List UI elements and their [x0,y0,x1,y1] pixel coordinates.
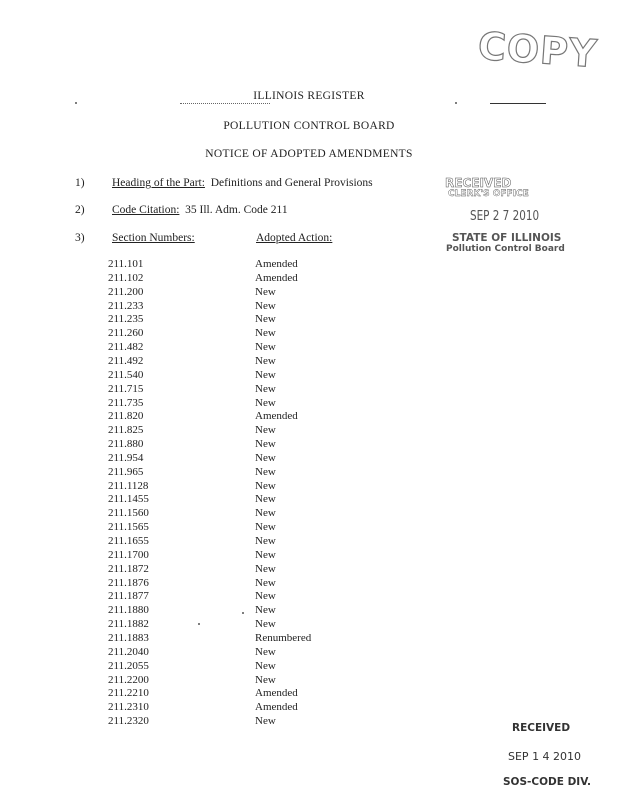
heading-of-part [112,177,373,189]
section-numbers-label: Section Numbers: [112,232,195,244]
section-action: New [255,438,276,451]
item-2-number: 2) [75,204,85,216]
section-number: 211.102 [108,271,144,284]
board-title: POLLUTION CONTROL BOARD [223,120,395,132]
scan-dot [198,623,200,625]
section-action: New [255,396,276,409]
clerk-state: STATE OF ILLINOIS [452,232,562,244]
section-action: Amended [255,258,298,270]
section-action: New [255,313,276,326]
section-action: New [255,479,276,492]
scan-dot [75,102,77,104]
section-action: New [255,618,276,631]
section-action: New [255,465,276,478]
section-number: 211.2040 [108,645,149,658]
adopted-action-label: Adopted Action: [256,232,333,244]
register-title: ILLINOIS REGISTER [253,90,365,102]
section-number: 211.1880 [108,604,149,617]
section-number: 211.200 [108,285,144,298]
section-number: 211.965 [108,465,144,478]
section-action: New [255,521,276,534]
section-number: 211.1883 [108,631,149,644]
section-number: 211.1876 [108,576,149,589]
received-date: SEP 1 4 2010 [508,750,582,763]
section-action: Amended [255,701,298,714]
citation-label: Code Citation: [112,204,180,216]
code-citation [112,204,288,216]
section-action: New [255,645,276,658]
section-action: New [255,562,276,575]
section-action: New [255,382,276,395]
notice-title: NOTICE OF ADOPTED AMENDMENTS [205,148,413,160]
section-number: 211.2320 [108,715,149,728]
section-number: 211.2210 [108,687,149,700]
item-1-number: 1) [75,177,85,189]
section-number: 211.2310 [108,701,149,714]
section-number: 211.2200 [108,673,149,686]
item-3-number: 3) [75,232,85,244]
section-number: 211.1877 [108,590,149,603]
section-action: New [255,327,276,340]
clerk-received: RECEIVED [445,176,512,190]
section-action: New [255,604,276,617]
section-number: 211.1128 [108,479,149,492]
section-action: New [255,341,276,354]
header-rule-left [180,103,270,104]
section-action: New [255,548,276,561]
section-number: 211.735 [108,396,144,409]
scan-dot [455,102,457,104]
section-number: 211.954 [108,451,144,464]
section-number: 211.101 [108,258,144,270]
section-action: New [255,673,276,686]
clerk-board: Pollution Control Board [446,244,565,254]
section-number: 211.1565 [108,521,149,534]
heading-label: Heading of the Part: [112,177,205,189]
section-number: 211.1655 [108,535,149,547]
section-number: 211.482 [108,341,144,354]
section-action: Amended [255,687,298,700]
received-text: RECEIVED [512,722,571,734]
citation-value: 35 Ill. Adm. Code 211 [185,204,288,216]
section-action: Amended [255,410,298,423]
section-number: 211.260 [108,327,144,340]
section-number: 211.540 [108,368,144,381]
section-number: 211.235 [108,313,144,326]
section-action: New [255,451,276,464]
scan-dot [242,612,244,614]
clerk-office: CLERK'S OFFICE [448,189,529,199]
section-number: 211.2055 [108,659,149,672]
section-action: New [255,299,276,312]
section-number: 211.715 [108,382,144,395]
section-number: 211.1700 [108,548,149,561]
section-number: 211.880 [108,438,144,451]
received-division: SOS-CODE DIV. [503,776,591,788]
section-number: 211.492 [108,354,144,367]
section-number: 211.820 [108,410,144,423]
section-action: New [255,354,276,367]
section-number: 211.1560 [108,507,149,520]
clerk-date: SEP 2 7 2010 [470,209,540,224]
section-action: New [255,285,276,298]
section-number: 211.825 [108,424,144,437]
section-number: 211.1455 [108,493,149,506]
section-action: New [255,368,276,381]
section-action: Amended [255,271,298,284]
header-rule-right [490,103,546,104]
heading-value: Definitions and General Provisions [210,177,373,189]
section-action: New [255,659,276,672]
section-number: 211.1882 [108,618,149,631]
copy-stamp: COPY [476,23,599,77]
section-action: New [255,507,276,520]
section-number: 211.1872 [108,562,149,575]
section-action: New [255,493,276,506]
section-action: New [255,590,276,603]
section-action: New [255,424,276,437]
section-action: Renumbered [255,631,312,644]
section-action: New [255,715,276,728]
section-action: New [255,535,276,547]
section-action: New [255,576,276,589]
section-number: 211.233 [108,299,144,312]
